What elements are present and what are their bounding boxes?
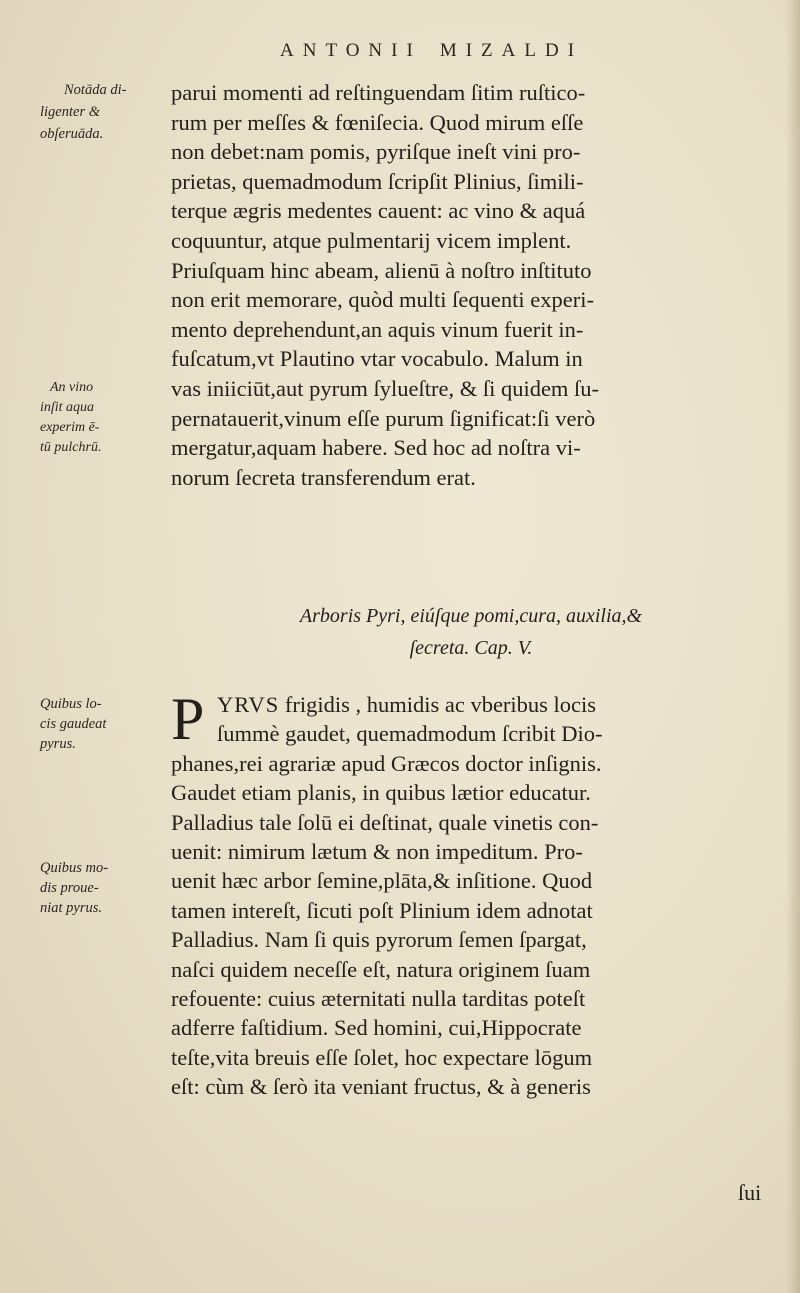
- text-line: non debet:nam pomis, pyriſque ineſt vini pro-: [171, 139, 581, 165]
- chapter-heading: [171, 600, 771, 664]
- paragraph-1: [171, 78, 771, 492]
- margin-note-quibus-locis: [40, 694, 170, 754]
- text-line: uenit hæc arbor ſemine,plāta,& inſitione. Quod: [171, 868, 593, 894]
- margin-note-line: Quibus mo-: [40, 860, 109, 876]
- running-head-author-last: MIZALDI: [439, 40, 584, 61]
- text-line: non erit memorare, quòd multi ſequenti experi-: [171, 287, 594, 313]
- margin-note-line: Quibus lo-: [40, 696, 102, 712]
- margin-note-line: cis gaudeat: [40, 716, 107, 732]
- text-line: rum per meſſes & fœniſecia. Quod mirum eſſe: [171, 109, 584, 135]
- text-line: Gaudet etiam planis, in quibus lætior educatur.: [171, 780, 591, 806]
- text-line: coquuntur, atque pulmentarij vicem implent.: [171, 227, 572, 253]
- margin-note-line: experim ē-: [40, 420, 100, 435]
- margin-note-line: niat pyrus.: [40, 900, 103, 916]
- text-line: pernatauerit,vinum eſſe purum ſignificat:ſi verò: [171, 405, 596, 431]
- text-line: mento deprehendunt,an aquis vinum fuerit in-: [171, 316, 584, 342]
- margin-note-line: pyrus.: [40, 736, 76, 752]
- text-line: norum ſecreta transferendum erat.: [171, 464, 476, 490]
- margin-note-line: obſeruāda.: [40, 126, 104, 142]
- margin-note-an-vino: [40, 378, 170, 458]
- catchword: ſui: [738, 1180, 762, 1205]
- text-line: tamen intereſt, ſicuti poſt Plinium idem adnotat: [171, 897, 593, 923]
- margin-note-quibus-modis: [40, 858, 170, 918]
- text-line: prietas, quemadmodum ſcripſit Plinius, ſimili-: [171, 168, 584, 194]
- margin-note-line: tū pulchrū.: [40, 440, 102, 455]
- text-line: terque ægris medentes cauent: ac vino & aquá: [171, 198, 586, 224]
- text-line: mergatur,aquam habere. Sed hoc ad noſtra vi-: [171, 435, 581, 461]
- text-line: adferre faſtidium. Sed homini, cui,Hippocrate: [171, 1015, 582, 1041]
- text-line: uenit: nimirum lætum & non impeditum. Pro-: [171, 838, 583, 864]
- text-line: eſt: cùm & ſerò ita veniant fructus, & à generis: [171, 1074, 591, 1100]
- running-head: [280, 40, 680, 62]
- text-line: [171, 690, 771, 719]
- chapter-heading-line: ſecreta. Cap. V.: [409, 637, 533, 659]
- running-head-author-first: ANTONII: [280, 40, 422, 61]
- margin-note-line: dis proue-: [40, 880, 99, 896]
- paragraph-2: [171, 686, 771, 1101]
- margin-note-line: inſit aqua: [40, 400, 95, 415]
- text-span: frigidis , humidis ac vberibus locis: [279, 692, 597, 717]
- text-line: teſte,vita breuis eſſe ſolet, hoc expectare lōgum: [171, 1044, 593, 1070]
- text-line: fuſcatum,vt Plautino vtar vocabulo. Malum in: [171, 346, 583, 372]
- opening-word: YRVS: [217, 692, 280, 717]
- page-edge-shadow: [786, 0, 800, 1293]
- text-line: phanes,rei agrariæ apud Græcos doctor inſignis.: [171, 750, 602, 776]
- margin-note-line: Notāda di-: [64, 82, 127, 98]
- text-line: vas iniiciūt,aut pyrum ſylueſtre, & ſi quidem ſu-: [171, 375, 600, 401]
- text-line: naſci quidem neceſſe eſt, natura originem ſuam: [171, 956, 591, 982]
- text-line: parui momenti ad reſtinguendam ſitim ruſtico-: [171, 80, 586, 105]
- text-line: ſummè gaudet, quemadmodum ſcribit Dio-: [217, 721, 603, 747]
- text-line: Palladius tale ſolū ei deſtinat, quale vinetis con-: [171, 809, 599, 835]
- text-line: Palladius. Nam ſi quis pyrorum ſemen ſpargat,: [171, 927, 587, 953]
- text-line: Priuſquam hinc abeam, alienū à noſtro inſtituto: [171, 257, 592, 283]
- drop-cap: P: [171, 686, 205, 752]
- margin-note-notanda: [40, 80, 170, 144]
- chapter-heading-line: Arboris Pyri, eiúſque pomi,cura, auxilia,&: [299, 605, 643, 627]
- text-line: refouente: cuius æternitati nulla tarditas poteſt: [171, 985, 586, 1011]
- margin-note-line: An vino: [50, 380, 94, 395]
- margin-note-line: ligenter &: [40, 104, 101, 120]
